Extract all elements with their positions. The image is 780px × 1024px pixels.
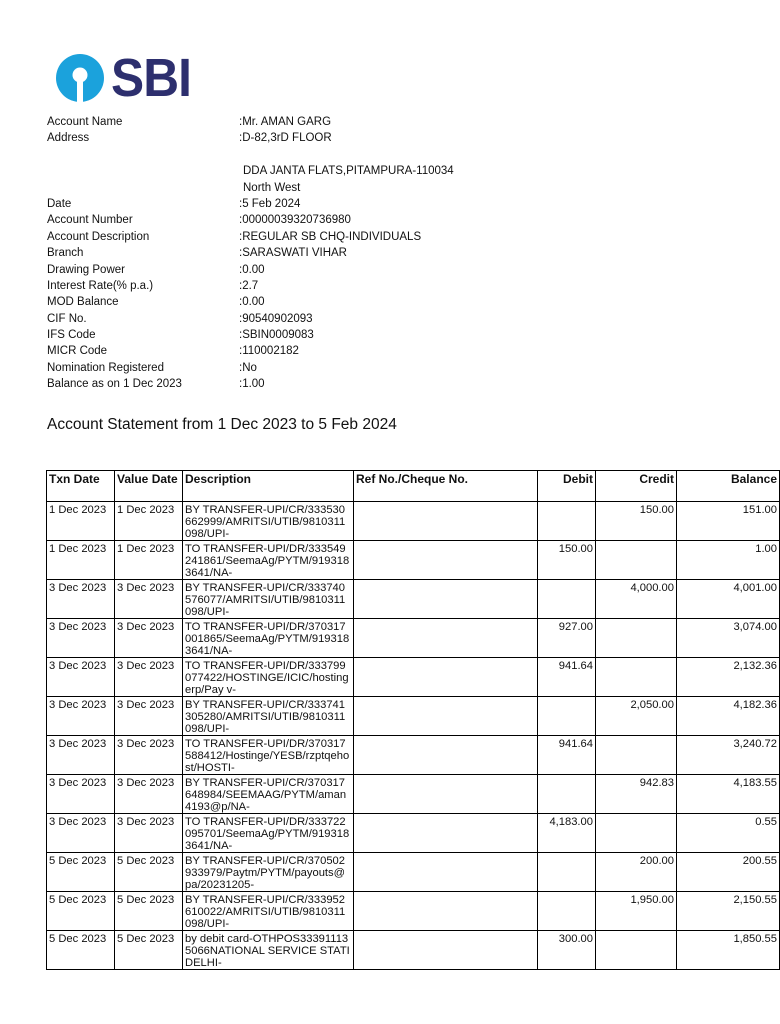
info-label: Address: [47, 132, 90, 145]
info-value: :0.00: [239, 263, 265, 276]
header-description: Description: [183, 471, 354, 502]
description-cell: [183, 736, 354, 775]
debit-cell: 300.00: [538, 931, 596, 970]
info-value: :110002182: [239, 345, 299, 358]
info-value: :SBIN0009083: [239, 329, 314, 342]
balance-cell: 4,183.55: [677, 775, 780, 814]
debit-cell: [538, 502, 596, 541]
txn-date-cell: 3 Dec 2023: [47, 619, 115, 658]
table-header-row: [47, 471, 780, 502]
table-row: [47, 580, 780, 619]
credit-cell: [596, 931, 677, 970]
info-label: Account Number: [47, 214, 133, 227]
description-cell: [183, 658, 354, 697]
txn-date-cell: 3 Dec 2023: [47, 658, 115, 697]
txn-date-cell: 3 Dec 2023: [47, 814, 115, 853]
ref-cell: [354, 619, 538, 658]
description-cell: [183, 541, 354, 580]
balance-cell: 1.00: [677, 541, 780, 580]
balance-cell: 151.00: [677, 502, 780, 541]
info-value: :No: [239, 361, 257, 374]
info-label: CIF No.: [47, 312, 87, 325]
description-cell: [183, 892, 354, 931]
info-value: :00000039320736980: [239, 214, 351, 227]
ref-cell: [354, 775, 538, 814]
debit-cell: 150.00: [538, 541, 596, 580]
description-text: BY TRANSFER-UPI/CR/333530662999/AMRITSI/UTIB/9810311098/UPI-: [185, 504, 346, 541]
txn-date-cell: 3 Dec 2023: [47, 775, 115, 814]
description-cell: [183, 619, 354, 658]
txn-date-cell: 3 Dec 2023: [47, 736, 115, 775]
credit-cell: 4,000.00: [596, 580, 677, 619]
table-row: [47, 619, 780, 658]
ref-cell: [354, 931, 538, 970]
balance-cell: 200.55: [677, 853, 780, 892]
credit-cell: [596, 814, 677, 853]
sbi-keyhole-icon: [55, 53, 105, 103]
ref-cell: [354, 814, 538, 853]
header-debit: Debit: [538, 471, 596, 502]
value-date-cell: 5 Dec 2023: [115, 931, 183, 970]
description-cell: [183, 775, 354, 814]
description-text: BY TRANSFER-UPI/CR/370502933979/Paytm/PYTM/payouts@pa/20231205-: [185, 855, 346, 892]
info-value: :0.00: [239, 296, 265, 309]
header-txn-date: Txn Date: [47, 471, 115, 502]
table-row: [47, 775, 780, 814]
address-line: North West: [243, 181, 301, 194]
description-cell: [183, 697, 354, 736]
value-date-cell: 3 Dec 2023: [115, 736, 183, 775]
ref-cell: [354, 736, 538, 775]
table-row: [47, 541, 780, 580]
header-value-date: Value Date: [115, 471, 183, 502]
table-row: [47, 853, 780, 892]
balance-cell: 2,150.55: [677, 892, 780, 931]
debit-cell: [538, 853, 596, 892]
info-value: :D-82,3rD FLOOR: [239, 132, 332, 145]
txn-date-cell: 1 Dec 2023: [47, 502, 115, 541]
description-text: BY TRANSFER-UPI/CR/333952610022/AMRITSI/UTIB/9810311098/UPI-: [185, 894, 346, 931]
info-value: :SARASWATI VIHAR: [239, 247, 347, 260]
balance-cell: 3,074.00: [677, 619, 780, 658]
info-label: Account Description: [47, 230, 150, 243]
header-ref: Ref No./Cheque No.: [354, 471, 538, 502]
sbi-logo-text: SBI: [111, 48, 192, 108]
transactions-table: [46, 470, 780, 970]
description-cell: [183, 580, 354, 619]
txn-date-cell: 3 Dec 2023: [47, 697, 115, 736]
credit-cell: [596, 736, 677, 775]
description-cell: [183, 502, 354, 541]
ref-cell: [354, 697, 538, 736]
info-label: MICR Code: [47, 345, 108, 358]
info-label: Branch: [47, 247, 84, 260]
header-credit: Credit: [596, 471, 677, 502]
ref-cell: [354, 892, 538, 931]
txn-date-cell: 1 Dec 2023: [47, 541, 115, 580]
ref-cell: [354, 541, 538, 580]
info-value: :Mr. AMAN GARG: [239, 116, 332, 128]
debit-cell: 927.00: [538, 619, 596, 658]
info-value: :REGULAR SB CHQ-INDIVIDUALS: [239, 230, 422, 243]
description-text: BY TRANSFER-UPI/CR/333741305280/AMRITSI/UTIB/9810311098/UPI-: [185, 699, 346, 736]
value-date-cell: 3 Dec 2023: [115, 580, 183, 619]
balance-cell: 0.55: [677, 814, 780, 853]
value-date-cell: 3 Dec 2023: [115, 697, 183, 736]
balance-cell: 3,240.72: [677, 736, 780, 775]
txn-date-cell: 3 Dec 2023: [47, 580, 115, 619]
value-date-cell: 1 Dec 2023: [115, 502, 183, 541]
description-cell: [183, 931, 354, 970]
description-cell: [183, 853, 354, 892]
info-label: Drawing Power: [47, 263, 125, 276]
table-row: [47, 892, 780, 931]
credit-cell: 1,950.00: [596, 892, 677, 931]
info-value: :1.00: [239, 378, 265, 391]
debit-cell: [538, 775, 596, 814]
txn-date-cell: 5 Dec 2023: [47, 892, 115, 931]
description-text: TO TRANSFER-UPI/DR/333722095701/SeemaAg/PYTM/9193183641/NA-: [185, 816, 350, 853]
info-label: IFS Code: [47, 329, 96, 342]
table-row: [47, 502, 780, 541]
credit-cell: 200.00: [596, 853, 677, 892]
table-row: [47, 814, 780, 853]
credit-cell: 942.83: [596, 775, 677, 814]
value-date-cell: 3 Dec 2023: [115, 814, 183, 853]
description-text: TO TRANSFER-UPI/DR/370317001865/SeemaAg/PYTM/9193183641/NA-: [185, 621, 350, 658]
info-label: Interest Rate(% p.a.): [47, 279, 154, 292]
debit-cell: [538, 697, 596, 736]
description-text: BY TRANSFER-UPI/CR/370317648984/SEEMAAG/PYTM/aman4193@p/NA-: [185, 777, 347, 814]
ref-cell: [354, 658, 538, 697]
credit-cell: [596, 541, 677, 580]
value-date-cell: 3 Dec 2023: [115, 658, 183, 697]
credit-cell: 150.00: [596, 502, 677, 541]
header-balance: Balance: [677, 471, 780, 502]
statement-title: Account Statement from 1 Dec 2023 to 5 Feb 2024: [47, 416, 397, 433]
debit-cell: 941.64: [538, 736, 596, 775]
sbi-logo: [55, 48, 198, 108]
credit-cell: [596, 658, 677, 697]
balance-cell: 2,132.36: [677, 658, 780, 697]
ref-cell: [354, 502, 538, 541]
info-value: :5 Feb 2024: [239, 197, 301, 210]
description-text: BY TRANSFER-UPI/CR/333740576077/AMRITSI/UTIB/9810311098/UPI-: [185, 582, 346, 619]
balance-cell: 4,001.00: [677, 580, 780, 619]
value-date-cell: 3 Dec 2023: [115, 619, 183, 658]
debit-cell: 4,183.00: [538, 814, 596, 853]
table-row: [47, 658, 780, 697]
debit-cell: [538, 892, 596, 931]
credit-cell: 2,050.00: [596, 697, 677, 736]
table-row: [47, 931, 780, 970]
info-label: Account Name: [47, 116, 123, 128]
description-text: by debit card-OTHPOS333911135066NATIONAL SERVICE STATIDELHI-: [185, 933, 350, 970]
credit-cell: [596, 619, 677, 658]
balance-cell: 4,182.36: [677, 697, 780, 736]
description-text: TO TRANSFER-UPI/DR/333549241861/SeemaAg/PYTM/9193183641/NA-: [185, 543, 350, 580]
debit-cell: [538, 580, 596, 619]
info-value: :2.7: [239, 279, 259, 292]
address-line: DDA JANTA FLATS,PITAMPURA-110034: [243, 165, 454, 178]
info-label: Date: [47, 197, 72, 210]
ref-cell: [354, 580, 538, 619]
value-date-cell: 3 Dec 2023: [115, 775, 183, 814]
txn-date-cell: 5 Dec 2023: [47, 853, 115, 892]
debit-cell: 941.64: [538, 658, 596, 697]
txn-date-cell: 5 Dec 2023: [47, 931, 115, 970]
info-label: MOD Balance: [47, 296, 119, 309]
info-value: :90540902093: [239, 312, 313, 325]
info-label: Nomination Registered: [47, 361, 164, 374]
value-date-cell: 5 Dec 2023: [115, 892, 183, 931]
balance-cell: 1,850.55: [677, 931, 780, 970]
description-cell: [183, 814, 354, 853]
value-date-cell: 5 Dec 2023: [115, 853, 183, 892]
table-row: [47, 697, 780, 736]
table-row: [47, 736, 780, 775]
description-text: TO TRANSFER-UPI/DR/333799077422/HOSTINGE/ICIC/hostingerp/Pay v-: [185, 660, 349, 697]
ref-cell: [354, 853, 538, 892]
value-date-cell: 1 Dec 2023: [115, 541, 183, 580]
description-text: TO TRANSFER-UPI/DR/370317588412/Hostinge/YESB/rzptqehost/HOSTI-: [185, 738, 350, 775]
info-label: Balance as on 1 Dec 2023: [47, 378, 182, 391]
